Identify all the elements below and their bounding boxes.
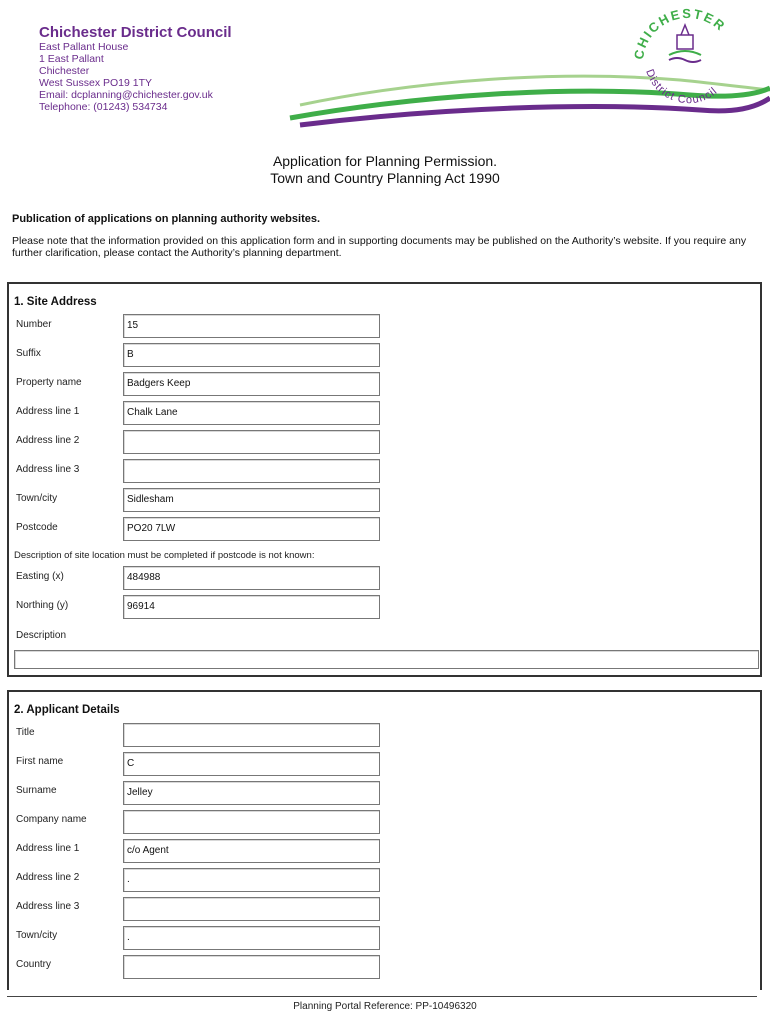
form-title-line2: Town and Country Planning Act 1990 (270, 170, 500, 186)
field-label: Address line 3 (16, 901, 80, 912)
field-label: Address line 2 (16, 435, 80, 446)
footer-divider (7, 996, 757, 997)
field-label: Postcode (16, 522, 58, 533)
field-label: Address line 1 (16, 843, 80, 854)
address-line: West Sussex PO19 1TY (39, 77, 153, 89)
applicant-title-field[interactable] (123, 723, 380, 747)
applicant-address-line1-field[interactable]: c/o Agent (123, 839, 380, 863)
site-postcode-field[interactable]: PO20 7LW (123, 517, 380, 541)
applicant-company-field[interactable] (123, 810, 380, 834)
applicant-section (7, 690, 762, 990)
site-town-field[interactable]: Sidlesham (123, 488, 380, 512)
applicant-address-line3-field[interactable] (123, 897, 380, 921)
field-label: Property name (16, 377, 82, 388)
field-label: Address line 2 (16, 872, 80, 883)
logo-bottom-text: District Council (643, 67, 721, 105)
site-suffix-field[interactable]: B (123, 343, 380, 367)
publication-heading: Publication of applications on planning authority websites. (12, 213, 321, 225)
site-northing-field[interactable]: 96914 (123, 595, 380, 619)
address-line: Chichester (39, 65, 90, 77)
field-label: Address line 3 (16, 464, 80, 475)
logo-top-text: CHICHESTER (630, 5, 729, 61)
site-address-title: 1. Site Address (14, 296, 97, 308)
site-address-line1-field[interactable]: Chalk Lane (123, 401, 380, 425)
cathedral-icon (669, 25, 701, 62)
field-label: Northing (y) (16, 600, 69, 611)
field-label: Address line 1 (16, 406, 80, 417)
field-label: Number (16, 319, 52, 330)
field-label: Description (16, 630, 67, 641)
portal-reference: Planning Portal Reference: PP-10496320 (293, 1001, 477, 1012)
field-label: Easting (x) (16, 571, 64, 582)
council-logo (625, 5, 745, 105)
address-line: East Pallant House (39, 41, 129, 53)
address-line: Email: dcplanning@chichester.gov.uk (39, 89, 213, 101)
site-description-field[interactable] (14, 650, 759, 669)
site-address-line2-field[interactable] (123, 430, 380, 454)
applicant-first-name-field[interactable]: C (123, 752, 380, 776)
field-label: Title (16, 727, 35, 738)
form-title-line1: Application for Planning Permission. (272, 153, 498, 169)
form-title (0, 153, 770, 187)
applicant-address-line2-field[interactable]: . (123, 868, 380, 892)
site-property-name-field[interactable]: Badgers Keep (123, 372, 380, 396)
site-address-section (7, 282, 762, 677)
site-easting-field[interactable]: 484988 (123, 566, 380, 590)
applicant-surname-field[interactable]: Jelley (123, 781, 380, 805)
publication-text: Please note that the information provided on this application form and in supporting documents may be published on the Authority’s website. If you require any further clarification, please contact the Authority’s planning department. (12, 235, 747, 259)
field-label: Country (16, 959, 52, 970)
svg-text:District Council (643, 68, 720, 105)
applicant-country-field[interactable] (123, 955, 380, 979)
field-label: Town/city (16, 930, 58, 941)
address-line: 1 East Pallant (39, 53, 104, 65)
field-label: Company name (16, 814, 87, 825)
field-label: Suffix (16, 348, 41, 359)
site-address-line3-field[interactable] (123, 459, 380, 483)
field-label: Surname (16, 785, 57, 796)
council-name: Chichester District Council (39, 24, 232, 41)
applicant-title: 2. Applicant Details (14, 704, 120, 716)
field-label: First name (16, 756, 64, 767)
field-label: Town/city (16, 493, 58, 504)
location-note: Description of site location must be completed if postcode is not known: (14, 550, 315, 561)
site-number-field[interactable]: 15 (123, 314, 380, 338)
address-line: Telephone: (01243) 534734 (39, 101, 168, 113)
applicant-town-field[interactable]: . (123, 926, 380, 950)
